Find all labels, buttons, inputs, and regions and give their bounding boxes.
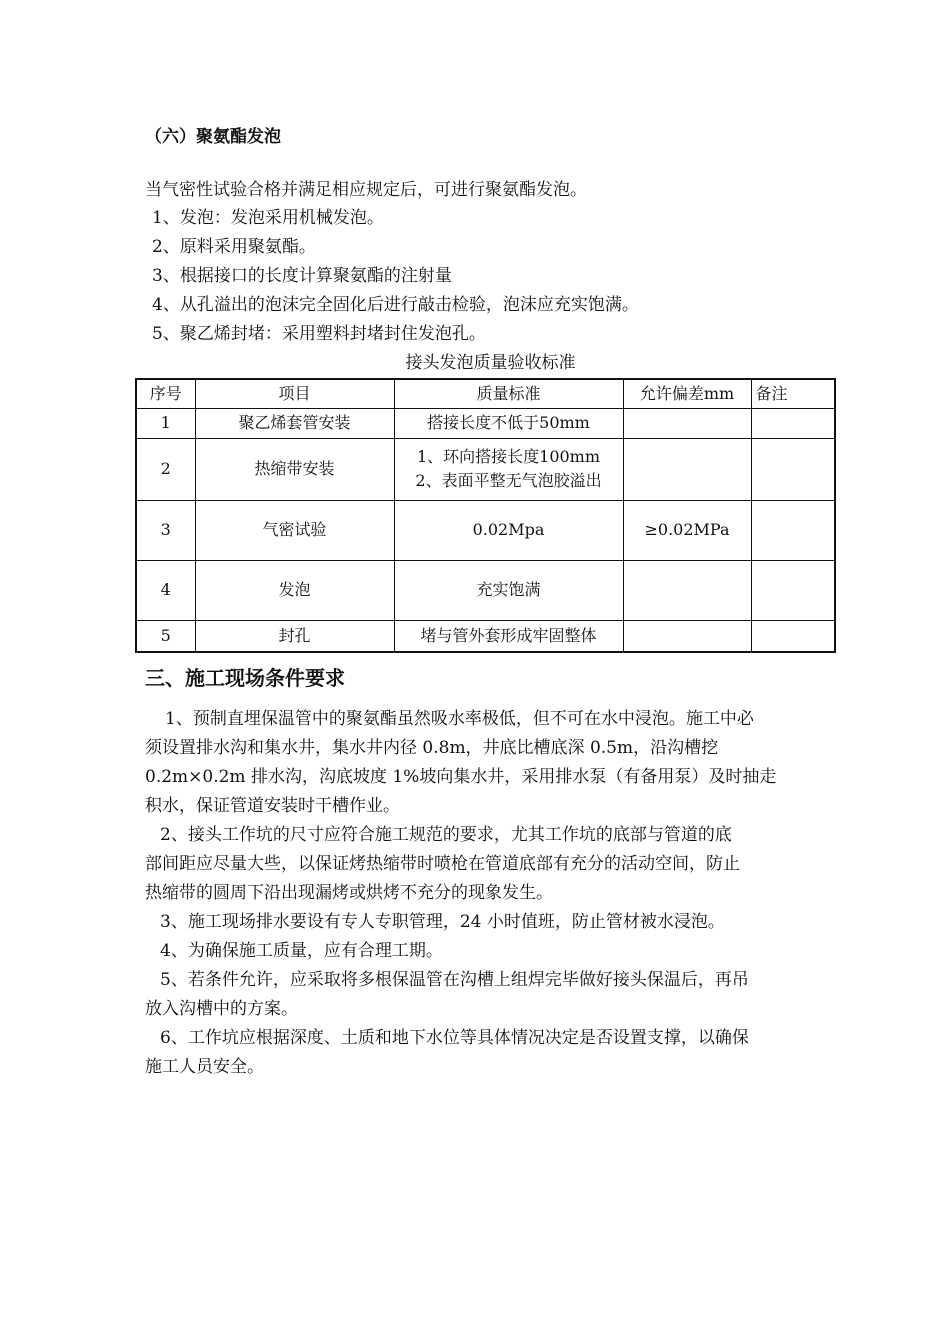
paragraph-line: 须设置排水沟和集水井，集水井内径 0.8m，井底比槽底深 0.5m，沿沟槽挖 bbox=[145, 738, 719, 758]
paragraph-line: 2、接头工作坑的尺寸应符合施工规范的要求，尤其工作坑的底部与管道的底 bbox=[160, 825, 732, 845]
cell-remark bbox=[751, 620, 835, 652]
table-caption: 接头发泡质量验收标准 bbox=[405, 353, 576, 373]
standard-line: 1、环向搭接长度100mm bbox=[416, 447, 601, 466]
list-item: 3、根据接口的长度计算聚氨酯的注射量 bbox=[152, 266, 452, 286]
paragraph-line: 6、工作坑应根据深度、土质和地下水位等具体情况决定是否设置支撑，以确保 bbox=[160, 1028, 749, 1048]
paragraph-line: 放入沟槽中的方案。 bbox=[145, 999, 298, 1019]
header-cell: 质量标准 bbox=[394, 379, 623, 408]
header-cell: 允许偏差mm bbox=[623, 379, 751, 408]
cell-no: 2 bbox=[136, 438, 195, 500]
cell-tolerance bbox=[623, 560, 751, 620]
cell-tolerance bbox=[623, 408, 751, 438]
table-row bbox=[136, 408, 835, 438]
cell-tolerance bbox=[623, 438, 751, 500]
list-item: 1、发泡：发泡采用机械发泡。 bbox=[152, 208, 384, 228]
paragraph-line: 3、施工现场排水要设有专人专职管理，24 小时值班，防止管材被水浸泡。 bbox=[160, 912, 725, 932]
cell-remark bbox=[751, 438, 835, 500]
cell-no: 1 bbox=[136, 408, 195, 438]
table-row bbox=[136, 620, 835, 652]
table-row bbox=[136, 560, 835, 620]
paragraph-line: 4、为确保施工质量，应有合理工期。 bbox=[160, 941, 443, 961]
paragraph-line: 0.2m×0.2m 排水沟，沟底坡度 1%坡向集水井，采用排水泵（有备用泵）及时抽走 bbox=[145, 767, 777, 787]
paragraph-line: 部间距应尽量大些，以保证烤热缩带时喷枪在管道底部有充分的活动空间，防止 bbox=[145, 854, 740, 874]
cell-standard bbox=[394, 438, 623, 500]
cell-no: 3 bbox=[136, 500, 195, 560]
cell-tolerance: ≥0.02MPa bbox=[623, 500, 751, 560]
cell-item: 气密试验 bbox=[195, 500, 394, 560]
cell-remark bbox=[751, 560, 835, 620]
cell-standard: 堵与管外套形成牢固整体 bbox=[394, 620, 623, 652]
cell-standard: 0.02Mpa bbox=[394, 500, 623, 560]
list-item: 2、原料采用聚氨酯。 bbox=[152, 237, 316, 257]
header-cell: 序号 bbox=[136, 379, 195, 408]
cell-standard: 充实饱满 bbox=[394, 560, 623, 620]
header-cell: 项目 bbox=[195, 379, 394, 408]
table-row bbox=[136, 500, 835, 560]
cell-tolerance bbox=[623, 620, 751, 652]
section-heading: （六）聚氨酯发泡 bbox=[145, 127, 281, 147]
cell-standard: 搭接长度不低于50mm bbox=[394, 408, 623, 438]
paragraph-line: 积水，保证管道安装时干槽作业。 bbox=[145, 796, 400, 816]
cell-item: 聚乙烯套管安装 bbox=[195, 408, 394, 438]
cell-item: 热缩带安装 bbox=[195, 438, 394, 500]
cell-no: 5 bbox=[136, 620, 195, 652]
table-header-row bbox=[136, 379, 835, 408]
intro-text: 当气密性试验合格并满足相应规定后，可进行聚氨酯发泡。 bbox=[145, 180, 587, 200]
paragraph-line: 施工人员安全。 bbox=[145, 1057, 264, 1077]
cell-remark bbox=[751, 408, 835, 438]
list-item: 4、从孔溢出的泡沫完全固化后进行敲击检验，泡沫应充实饱满。 bbox=[152, 295, 639, 315]
list-item: 5、聚乙烯封堵：采用塑料封堵封住发泡孔。 bbox=[152, 324, 486, 344]
cell-remark bbox=[751, 500, 835, 560]
paragraph-line: 热缩带的圆周下沿出现漏烤或烘烤不充分的现象发生。 bbox=[145, 883, 553, 903]
paragraph-line: 1、预制直埋保温管中的聚氨酯虽然吸水率极低，但不可在水中浸泡。施工中必 bbox=[165, 709, 754, 729]
standard-line: 2、表面平整无气泡胶溢出 bbox=[415, 471, 602, 490]
quality-table bbox=[135, 378, 836, 653]
cell-item: 封孔 bbox=[195, 620, 394, 652]
section-heading: 三、施工现场条件要求 bbox=[145, 666, 345, 690]
table-row bbox=[136, 438, 835, 500]
paragraph-line: 5、若条件允许，应采取将多根保温管在沟槽上组焊完毕做好接头保温后，再吊 bbox=[160, 970, 749, 990]
cell-no: 4 bbox=[136, 560, 195, 620]
cell-item: 发泡 bbox=[195, 560, 394, 620]
header-cell: 备注 bbox=[751, 379, 835, 408]
